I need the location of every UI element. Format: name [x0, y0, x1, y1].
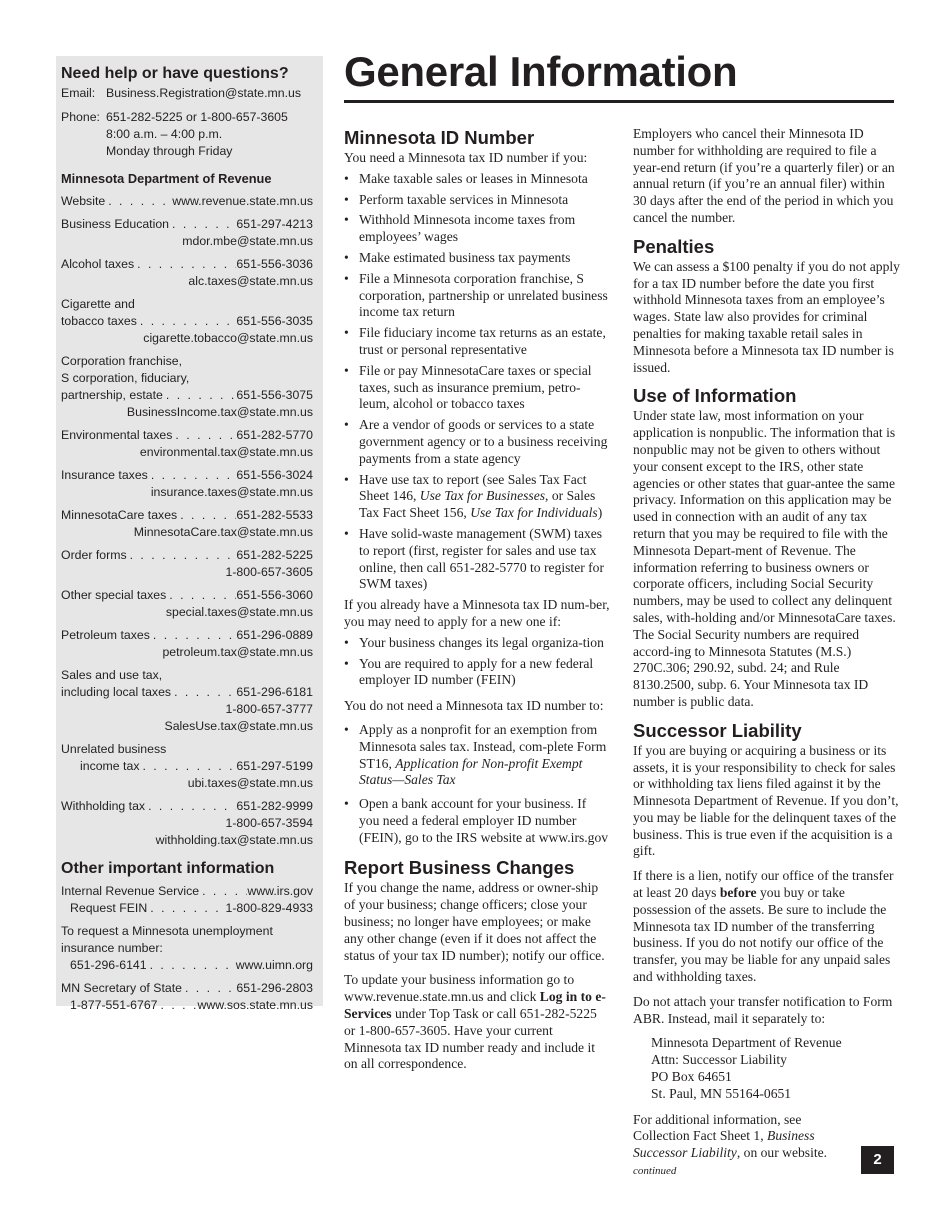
mn-id-heading: Minnesota ID Number — [344, 127, 535, 148]
email-label: Email: — [61, 86, 96, 100]
help-email[interactable]: Business.Registration@state.mn.us — [106, 86, 301, 100]
mailing-address: Minnesota Department of Revenue Attn: Successor Liability PO Box 64651 St. Paul, MN 55164-0651 — [651, 1035, 842, 1101]
list-item: • Have solid-waste management (SWM) taxes to report (first, register for sales and use tax online, then call 651-282-5770 to register for SWM taxes) — [344, 526, 610, 593]
help-sidebar — [56, 56, 323, 1012]
continued-label: continued — [633, 1165, 677, 1178]
help-title: Need help or have questions? — [61, 65, 289, 82]
successor-text-2: If there is a lien, notify our office of the transfer at least 20 days before you buy or take possession of the assets. Be sure to include the Minnesota tax ID number of the transferring business. If you do not notify our office of the transfer, you may be liable for any unpaid sales and withholding taxes. — [633, 868, 894, 985]
list-item: • File a Minnesota corporation franchise, S corporation, partnership or unrelated business income tax return — [344, 271, 610, 321]
penalties-text: We can assess a $100 penalty if you do not apply for a tax ID number before the date you first withhold Minnesota taxes from an employee’s wages. State law also provides for criminal penalties for making taxable retail sales in Minnesota before a Minnesota tax ID number is issued. — [633, 258, 900, 375]
help-days: Monday through Friday — [106, 144, 233, 158]
main-column-left — [344, 126, 610, 1073]
contact-entry: Alcohol taxes . . . 651-556-3036 alc.taxes@state.mn.us — [61, 256, 313, 290]
list-item: • Have use tax to report (see Sales Tax Fact Sheet 146, Use Tax for Businesses, or Sales Tax Fact Sheet 156, Use Tax for Individuals) — [344, 472, 610, 522]
list-item: • File fiduciary income tax returns as an estate, trust or personal representative — [344, 325, 610, 359]
list-item: • Perform taxable services in Minnesota — [344, 192, 610, 209]
page-title: General Information — [344, 48, 738, 95]
contact-entry: Unrelated business income tax . . . 651-297-5199 ubi.taxes@state.mn.us — [61, 741, 313, 792]
other-info-title: Other important information — [61, 860, 275, 877]
contact-entry: Petroleum taxes . . . 651-296-0889 petroleum.tax@state.mn.us — [61, 627, 313, 661]
contact-email[interactable]: SalesUse.tax@state.mn.us — [164, 719, 313, 733]
contact-email[interactable]: mdor.mbe@state.mn.us — [182, 234, 313, 248]
mn-id-intro: You need a Minnesota tax ID number if you: — [344, 150, 588, 165]
successor-heading: Successor Liability — [633, 719, 802, 741]
contact-email[interactable]: special.taxes@state.mn.us — [165, 605, 313, 619]
uimn-link[interactable]: www.uimn.org — [235, 958, 313, 972]
help-phone-numbers: 651-282-5225 or 1-800-657-3605 — [106, 110, 288, 124]
list-item: • Are a vendor of goods or services to a state government agency or to a business receiving payments from a state agency — [344, 417, 610, 467]
contact-entry: Order forms . . . 651-282-5225 1-800-657-3605 — [61, 547, 313, 581]
successor-text-4: For additional information, see Collection Fact Sheet 1, Business Successor Liability, on our website. continued — [633, 1111, 828, 1178]
use-info-heading: Use of Information — [633, 385, 797, 407]
dept-title: Minnesota Department of Revenue — [61, 171, 272, 186]
title-rule — [344, 100, 894, 103]
contact-entry: MinnesotaCare taxes . . . 651-282-5533 MinnesotaCare.tax@state.mn.us — [61, 507, 313, 541]
list-item: • Open a bank account for your business. If you need a federal employer ID number (FEIN), go to the IRS website at www.irs.gov — [344, 796, 610, 846]
help-hours: 8:00 a.m. – 4:00 p.m. — [106, 127, 223, 141]
list-item: • Make taxable sales or leases in Minnesota — [344, 171, 610, 188]
list-item: • Make estimated business tax payments — [344, 250, 610, 267]
report-text-1: If you change the name, address or owner-ship of your business; change officers; close your business; no longer have employees; or make any other change (even if it does not affect the status of your tax ID number); notify our office. — [344, 880, 605, 963]
contact-email[interactable]: cigarette.tobacco@state.mn.us — [143, 331, 313, 345]
mn-id-list — [344, 171, 610, 593]
already-list — [344, 635, 610, 689]
sos-entry: MN Secretary of State . . . 651-296-2803 1-877-551-6767 . . . www.sos.state.mn.us — [61, 980, 313, 1014]
list-item: • File or pay MinnesotaCare taxes or special taxes, such as insurance premium, petro-leum, alcohol or tobacco taxes — [344, 363, 610, 413]
list-item: • Apply as a nonprofit for an exemption from Minnesota sales tax. Instead, com-plete Form ST16, Application for Non-profit Exempt Status—Sales Tax — [344, 722, 610, 789]
contact-email[interactable]: MinnesotaCare.tax@state.mn.us — [133, 525, 313, 539]
already-text: If you already have a Minnesota tax ID num-ber, you may need to apply for a new one if: — [344, 597, 610, 629]
contact-email[interactable]: environmental.tax@state.mn.us — [139, 445, 313, 459]
contact-entry: Cigarette and tobacco taxes . . . 651-556-3035 cigarette.tobacco@state.mn.us — [61, 296, 313, 347]
contact-email[interactable]: withholding.tax@state.mn.us — [155, 833, 313, 847]
penalties-heading: Penalties — [633, 235, 715, 257]
contact-email[interactable]: insurance.taxes@state.mn.us — [150, 485, 313, 499]
contact-entry: Environmental taxes . . . 651-282-5770 environmental.tax@state.mn.us — [61, 427, 313, 461]
not-need-list — [344, 722, 610, 847]
phone-label: Phone: — [61, 110, 100, 124]
contact-entry: Withholding tax . . . 651-282-9999 1-800-657-3594 withholding.tax@state.mn.us — [61, 798, 313, 849]
website-link[interactable]: www.revenue.state.mn.us — [172, 194, 313, 208]
website-entry: Website . . . www.revenue.state.mn.us — [61, 193, 313, 210]
page-number: 2 — [861, 1146, 894, 1174]
contact-email[interactable]: petroleum.tax@state.mn.us — [162, 645, 313, 659]
list-item: • You are required to apply for a new federal employer ID number (FEIN) — [344, 656, 610, 690]
contact-email[interactable]: alc.taxes@state.mn.us — [188, 274, 313, 288]
contact-entry: Insurance taxes . . . 651-556-3024 insurance.taxes@state.mn.us — [61, 467, 313, 501]
main-column-right — [633, 126, 901, 1180]
irs-link[interactable]: www.irs.gov — [247, 884, 313, 898]
list-item: • Withhold Minnesota income taxes from employees’ wages — [344, 212, 610, 246]
report-heading: Report Business Changes — [344, 857, 575, 879]
contact-entry: Business Education . . . 651-297-4213 mdor.mbe@state.mn.us — [61, 216, 313, 250]
report-text-2: To update your business information go to www.revenue.state.mn.us and click Log in to e-Services under Top Task or call 651-282-5225 or 1-800-657-3605. Have your current Minnesota tax ID number ready and include it on all correspondence. — [344, 972, 606, 1072]
contact-entry: Sales and use tax, including local taxes . . . 651-296-6181 1-800-657-3777 SalesUse.tax@state.mn.us — [61, 667, 313, 735]
list-item: • Your business changes its legal organiza-tion — [344, 635, 610, 652]
not-need-text: You do not need a Minnesota tax ID number to: — [344, 698, 604, 714]
contact-email[interactable]: ubi.taxes@state.mn.us — [187, 776, 313, 790]
contact-entry: Corporation franchise, S corporation, fiduciary, partnership, estate . . . 651-556-3075 BusinessIncome.tax@state.mn.us — [61, 353, 313, 421]
successor-text-3: Do not attach your transfer notification to Form ABR. Instead, mail it separately to: — [633, 993, 893, 1026]
employers-text: Employers who cancel their Minnesota ID number for withholding are required to file a year-end return (if you’re a quarterly filer) or an annual return (if you’re an annual filer) within 30 days after the end of the period in which you cancel the number. — [633, 126, 895, 225]
irs-entry: Internal Revenue Service . . . www.irs.gov Request FEIN . . . 1-800-829-4933 — [61, 883, 313, 917]
contact-email[interactable]: BusinessIncome.tax@state.mn.us — [126, 405, 313, 419]
contact-entry: Other special taxes . . . 651-556-3060 special.taxes@state.mn.us — [61, 587, 313, 621]
successor-text-1: If you are buying or acquiring a business or its assets, it is your responsibility to check for sales or withholding tax liens filed against it by the Minnesota Department of Revenue. If you don’t, you may be liable for the delinquent taxes of the business. This is true even if the acquisition is a gift. — [633, 742, 899, 859]
sos-link[interactable]: www.sos.state.mn.us — [197, 998, 313, 1012]
unemployment-entry: To request a Minnesota unemployment insurance number: 651-296-6141 . . . www.uimn.org — [61, 923, 313, 974]
use-info-text: Under state law, most information on your application is nonpublic. The information that is nonpublic may not be given to others without your consent except to the IRS, other state agencies or other states that guar-antee the same privacy. Information on this application may be used in connection with an audit of any tax return that you may be required to file with the Minnesota Depart-ment of Revenue. The information referring to business owners or corporate officers, including Social Security numbers, may be used to collect any delinquent sales, with-holding and/or MinnesotaCare taxes. The Social Security numbers are required accord-ing to Minnesota Statutes (M.S.) 270C.306; 290.92, subd. 24; and Rule 8130.2500, subp. 6. Your Minnesota tax ID number is public data. — [633, 408, 896, 709]
